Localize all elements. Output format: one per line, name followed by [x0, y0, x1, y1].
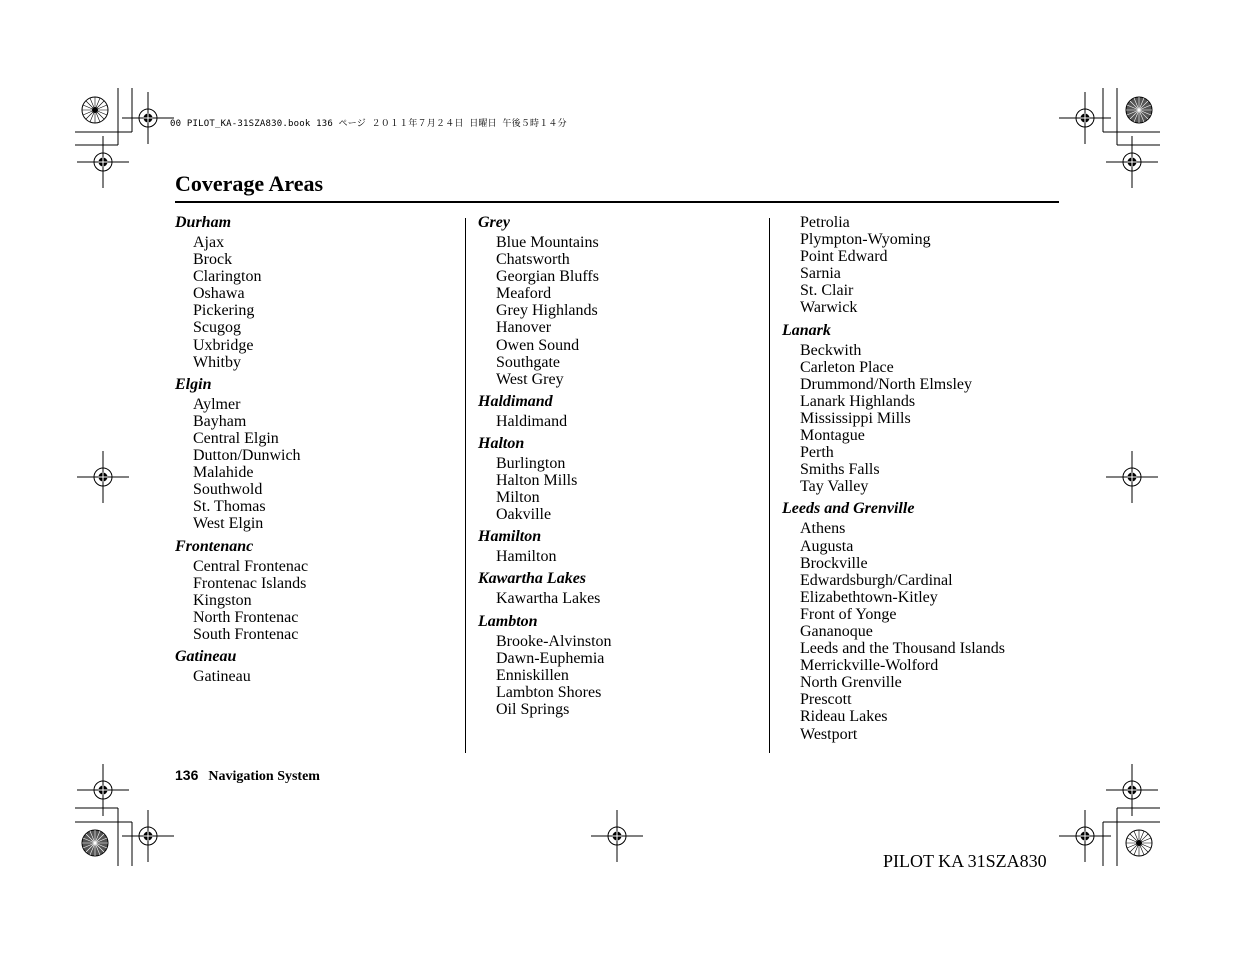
place-item: Westport [800, 725, 858, 743]
place-item: Aylmer [193, 395, 241, 413]
place-list [800, 520, 1072, 742]
place-item: Kingston [193, 591, 252, 609]
column-divider [465, 218, 466, 753]
place-item: Frontenac Islands [193, 574, 307, 592]
place-item: Chatsworth [496, 251, 570, 269]
place-item: Malahide [193, 464, 254, 482]
place-item: Bayham [193, 412, 247, 430]
place-item: Perth [800, 444, 834, 462]
place-item: Kawartha Lakes [496, 590, 601, 608]
place-list [496, 548, 768, 565]
place-item: Edwardsburgh/Cardinal [800, 571, 953, 589]
place-list [800, 342, 1072, 496]
place-item: Southgate [496, 353, 560, 371]
region-title: Durham [175, 214, 232, 231]
region-block [782, 499, 1072, 742]
place-item: Meaford [496, 285, 552, 303]
place-item: Hanover [496, 319, 552, 337]
region-title: Grey [478, 214, 510, 231]
place-list [193, 668, 465, 685]
place-item: Gatineau [193, 667, 251, 685]
coverage-column-3 [782, 213, 1072, 747]
region-title: Haldimand [478, 392, 553, 410]
region-block [175, 647, 465, 685]
place-item: Lanark Highlands [800, 392, 916, 410]
place-item: South Frontenac [193, 625, 299, 643]
place-list [496, 455, 768, 523]
place-item: Uxbridge [193, 336, 254, 354]
place-item: Augusta [800, 537, 854, 555]
region-title: Lambton [478, 612, 538, 630]
place-item: Smiths Falls [800, 461, 880, 479]
column-divider [769, 218, 770, 753]
region-title: Elgin [175, 375, 212, 393]
place-item: North Grenville [800, 674, 902, 692]
region-block [478, 434, 768, 523]
place-item: Merrickville-Wolford [800, 657, 939, 675]
region-title: Leeds and Grenville [782, 500, 915, 518]
place-item: Brock [193, 251, 233, 269]
place-item: Whitby [193, 353, 241, 371]
region-block [478, 612, 768, 718]
page-title: Coverage Areas [175, 171, 324, 196]
place-item: Georgian Bluffs [496, 268, 599, 286]
place-item: Oakville [496, 506, 552, 524]
place-item: Petrolia [800, 214, 850, 231]
place-list [496, 633, 768, 718]
place-item: Brooke-Alvinston [496, 632, 612, 650]
place-item: Mississippi Mills [800, 409, 911, 427]
region-title: Hamilton [478, 528, 542, 546]
place-item: North Frontenac [193, 608, 299, 626]
place-item: Athens [800, 520, 846, 538]
page-number: 136 [175, 767, 199, 783]
place-item: St. Thomas [193, 498, 266, 516]
coverage-column-2 [478, 213, 768, 722]
region-title: Halton [478, 434, 525, 452]
place-item: Hamilton [496, 548, 557, 566]
document-code: PILOT KA 31SZA830 [883, 851, 1047, 871]
place-item: Grey Highlands [496, 302, 598, 320]
region-title: Gatineau [175, 647, 237, 665]
place-list [496, 590, 768, 607]
place-item: Blue Mountains [496, 234, 599, 251]
region-title: Kawartha Lakes [478, 570, 587, 588]
place-item: St. Clair [800, 282, 854, 300]
place-item: Burlington [496, 454, 566, 472]
place-item: Oil Springs [496, 700, 570, 718]
place-item: Central Frontenac [193, 557, 309, 575]
place-item: West Grey [496, 370, 564, 388]
place-item: Halton Mills [496, 472, 578, 490]
place-list [193, 396, 465, 533]
place-item: Dutton/Dunwich [193, 447, 301, 465]
place-item: Brockville [800, 554, 868, 572]
place-item: Plympton-Wyoming [800, 231, 931, 249]
place-item: West Elgin [193, 515, 264, 533]
place-item: Owen Sound [496, 336, 580, 354]
place-item: Sarnia [800, 265, 841, 283]
place-item: Oshawa [193, 285, 245, 303]
place-list [193, 234, 465, 371]
region-block [782, 321, 1072, 496]
place-item: Prescott [800, 691, 852, 709]
place-item: Front of Yonge [800, 605, 897, 623]
place-item: Rideau Lakes [800, 708, 888, 726]
place-item: Gananoque [800, 622, 873, 640]
region-block [175, 375, 465, 533]
place-item: Southwold [193, 481, 263, 499]
place-item: Point Edward [800, 248, 888, 266]
place-item: Pickering [193, 302, 255, 320]
place-item: Dawn-Euphemia [496, 649, 605, 667]
place-item: Scugog [193, 319, 241, 337]
place-item: Central Elgin [193, 429, 279, 447]
place-item: Haldimand [496, 412, 568, 430]
coverage-column-1 [175, 213, 465, 689]
region-block [478, 213, 768, 388]
region-block [175, 537, 465, 643]
region-block [478, 569, 768, 607]
place-item: Tay Valley [800, 478, 869, 496]
place-list [193, 558, 465, 643]
page-footer [175, 767, 320, 785]
region-block [782, 214, 1072, 317]
place-list [496, 413, 768, 430]
section-name: Navigation System [208, 769, 320, 784]
place-item: Enniskillen [496, 666, 569, 684]
region-title: Lanark [782, 321, 831, 339]
region-block [478, 392, 768, 430]
print-header: 00 PILOT_KA-31SZA830.book 136 ページ ２０１１年７月２４日 日曜日 午後５時１４分 [170, 119, 567, 129]
place-item: Drummond/North Elmsley [800, 375, 972, 393]
place-item: Leeds and the Thousand Islands [800, 640, 1005, 658]
place-item: Milton [496, 489, 540, 507]
region-title: Frontenanc [175, 537, 254, 555]
place-list [800, 214, 1072, 317]
place-item: Lambton Shores [496, 683, 602, 701]
place-item: Montague [800, 427, 865, 445]
region-block [175, 213, 465, 371]
place-item: Carleton Place [800, 358, 894, 376]
place-item: Ajax [193, 234, 225, 251]
place-item: Clarington [193, 268, 262, 286]
place-item: Elizabethtown-Kitley [800, 588, 938, 606]
place-item: Warwick [800, 299, 858, 317]
region-block [478, 527, 768, 565]
place-item: Beckwith [800, 341, 862, 359]
place-list [496, 234, 768, 388]
title-rule [175, 201, 1059, 203]
